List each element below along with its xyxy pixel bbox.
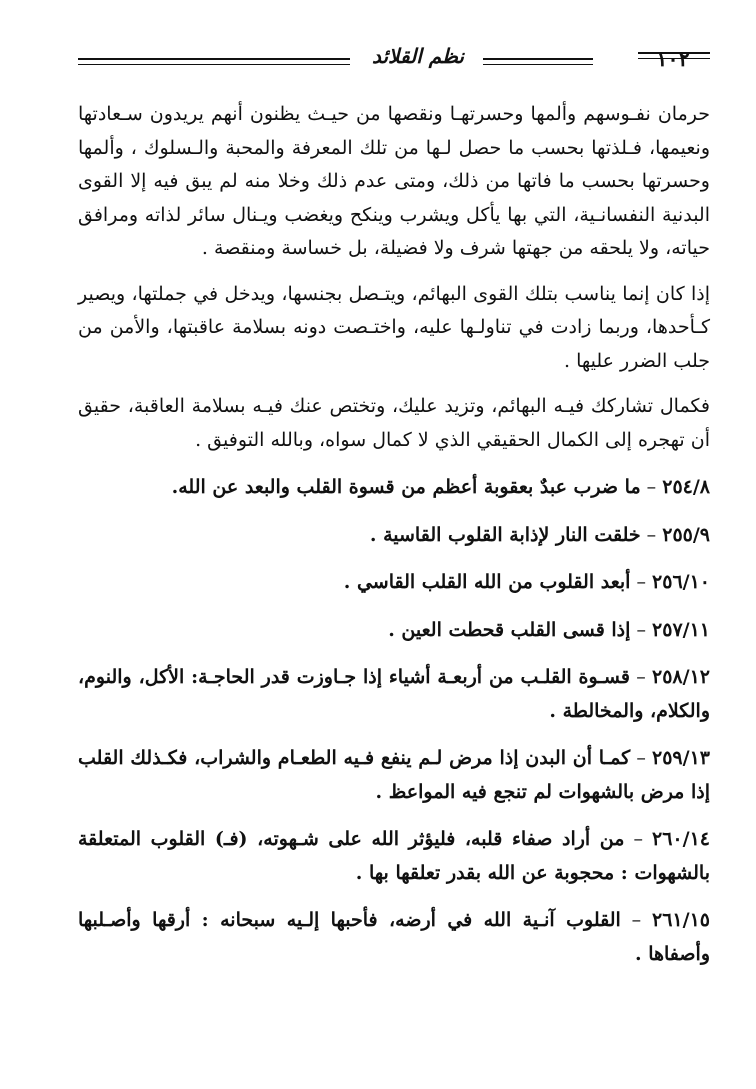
numbered-entry: ٢٥٤/٨ – ما ضرب عبدٌ بعقوبة أعظم من قسوة القلب والبعد عن الله. [171, 476, 710, 498]
book-title: نظم القلائد [371, 44, 464, 68]
body-paragraph: حرمان نفـوسهم وألمها وحسرتهـا ونقصها من حيـث يظنون أنهم يريدون سـعادتها ونعيمها، فـلذتها بحسب ما حصل لـها من تلك المعرفة والمحبة والـسلوك ، وألمها وحسرتها بحسب ما فاتها من ذلك، ومتى عدم ذلك وخلا منه لم يبق فيه إلا القوى البدنية النفسانـية، التي بها يأكل ويشرب وينكح ويغضب ويـنال سائر لذاته ومرافق حياته، ولا يلحقه من جهتها شرف ولا فضيلة، بل خساسة ومنقصة . [78, 103, 710, 259]
entry-number: ٢٥٩/١٣ [652, 747, 710, 769]
entry-number: ٢٥٧/١١ [652, 618, 710, 641]
entry-text: كمـا أن البدن إذا مرض لـم ينفع فـيه الطعـام والشراب، فكـذلك القلب إذا مرض بالشهوات لم تنجع فيه المواعظ . [78, 747, 710, 803]
numbered-entry: ٢٥٥/٩ – خلقت النار لإذابة القلوب القاسية . [369, 523, 710, 546]
numbered-entry: ٢٦١/١٥ – القلوب آنـية الله في أرضه، فأحبها إلـيه سبحانه : أرقها وأصـلبها وأصفاها . [78, 909, 710, 965]
numbered-entry: ٢٥٩/١٣ – كمـا أن البدن إذا مرض لـم ينفع فـيه الطعـام والشراب، فكـذلك القلب إذا مرض بالشهوات لم تنجع فيه المواعظ . [78, 747, 710, 803]
numbered-entry: ٢٥٧/١١ – إذا قسى القلب قحطت العين . [388, 618, 710, 641]
header-rule [483, 64, 593, 65]
header-rule [483, 58, 593, 60]
entry-text: القلوب آنـية الله في أرضه، فأحبها إلـيه سبحانه : أرقها وأصـلبها وأصفاها . [78, 909, 710, 965]
entry-number: ٢٥٦/١٠ [652, 571, 710, 593]
page-body [78, 98, 710, 971]
entry-text: خلقت النار لإذابة القلوب القاسية . [369, 523, 641, 546]
entry-text: من أراد صفاء قلبه، فليؤثر الله على شـهوته، (فـ) القلوب المتعلقة بالشهوات : محجوبة عن الله بقدر تعلقها بها . [78, 828, 710, 884]
numbered-entry: ٢٦٠/١٤ – من أراد صفاء قلبه، فليؤثر الله على شـهوته، (فـ) القلوب المتعلقة بالشهوات : محجوبة عن الله بقدر تعلقها بها . [78, 828, 710, 884]
body-paragraph: فكمال تشاركك فيـه البهائم، وتزيد عليك، وتختص عنك فيـه بسلامة العاقبة، حقيق أن تهجره إلى الكمال الحقيقي الذي لا كمال سواه، وبالله التوفيق . [78, 395, 710, 451]
entry-number: ٢٥٨/١٢ [652, 666, 710, 688]
body-paragraph: إذا كان إنما يناسب بتلك القوى البهائم، ويتـصل بجنسها، ويدخل في جملتها، ويصير كـأحدها، وربما زادت في تناولـها عليه، واختـصت دونه بسلامة عاقبتها، والأمن من جلب الضرر عليها . [78, 282, 710, 372]
entry-text: إذا قسى القلب قحطت العين . [388, 618, 631, 641]
page-header [78, 38, 710, 88]
entry-number: ٢٥٥/٩ [662, 523, 710, 546]
numbered-entry: ٢٥٦/١٠ – أبعد القلوب من الله القلب القاسي . [343, 571, 710, 593]
page-number: ١٠٢ [656, 46, 690, 71]
entry-number: ٢٦١/١٥ [652, 909, 710, 931]
header-rule [78, 64, 350, 65]
entry-number: ٢٥٤/٨ [662, 476, 710, 498]
numbered-entry: ٢٥٨/١٢ – قسـوة القلـب من أربعـة أشياء إذا جـاوزت قدر الحاجـة: الأكل، والنوم، والكلام، والمخالطة . [78, 666, 710, 722]
entry-text: أبعد القلوب من الله القلب القاسي . [343, 571, 631, 593]
entry-text: قسـوة القلـب من أربعـة أشياء إذا جـاوزت قدر الحاجـة: الأكل، والنوم، والكلام، والمخالطة . [78, 666, 710, 722]
entry-number: ٢٦٠/١٤ [652, 828, 710, 850]
header-rule [78, 58, 350, 60]
entry-text: ما ضرب عبدٌ بعقوبة أعظم من قسوة القلب والبعد عن الله. [171, 476, 641, 498]
